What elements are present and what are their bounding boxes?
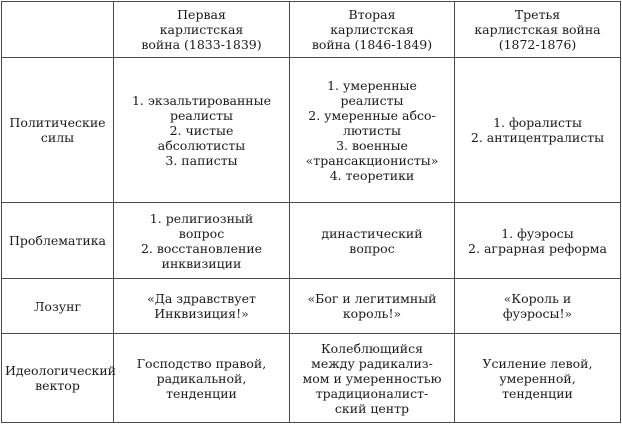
- cell-line: 2. аграрная реформа: [468, 240, 607, 256]
- label-line: Лозунг: [33, 298, 81, 314]
- cell-line: 2. чистые: [169, 122, 234, 138]
- cell-second-war-forces: [290, 58, 455, 203]
- cell-line: инквизиции: [161, 255, 242, 271]
- cell-line: вопрос: [178, 225, 225, 241]
- cell-line: вопрос: [349, 240, 395, 256]
- cell-line: реалисты: [340, 92, 404, 108]
- corner-cell: [2, 2, 114, 58]
- cell-line: «Бог и легитимный: [307, 291, 437, 306]
- cell-line: лютисты: [343, 122, 401, 138]
- cell-line: ский центр: [334, 400, 410, 416]
- cell-line: 2. восстановление: [140, 240, 263, 256]
- header-line: Вторая: [348, 7, 396, 22]
- row-label-problems: [2, 203, 114, 279]
- header-line: война (1846-1849): [311, 37, 433, 52]
- cell-first-war-slogan: [114, 279, 290, 334]
- cell-line: 1. умеренные: [327, 77, 417, 93]
- cell-line: Колеблющийся: [320, 340, 424, 356]
- cell-line: радикальной,: [156, 370, 247, 386]
- cell-line: умеренной,: [499, 370, 576, 386]
- cell-third-war-forces: [455, 58, 621, 203]
- label-line: Политические: [9, 115, 106, 130]
- cell-line: мом и умеренностью: [302, 370, 442, 386]
- header-line: карлистская: [159, 22, 244, 37]
- header-line: война (1833-1839): [141, 37, 262, 52]
- cell-third-war-slogan: [455, 279, 621, 334]
- header-line: Первая: [177, 7, 226, 22]
- cell-second-war-slogan: [290, 279, 455, 334]
- cell-line: между радикализ-: [311, 355, 433, 371]
- cell-second-war-problems: [290, 203, 455, 279]
- cell-second-war-vector: [290, 334, 455, 423]
- label-line: вектор: [35, 378, 80, 393]
- cell-line: тенденции: [502, 385, 573, 401]
- cell-first-war-problems: [114, 203, 290, 279]
- label-line: Проблематика: [9, 233, 106, 248]
- row-slogan: [2, 279, 621, 334]
- cell-line: 1. религиозный: [149, 210, 254, 226]
- cell-line: тенденции: [166, 385, 237, 401]
- cell-line: «трансакционисты»: [305, 152, 439, 168]
- header-second-war: [290, 2, 455, 58]
- cell-line: 2. умеренные абсо-: [308, 107, 436, 123]
- row-ideological-vector: [2, 334, 621, 423]
- header-line: карлистская война: [474, 22, 601, 37]
- row-label-slogan: [2, 279, 114, 334]
- cell-line: 4. теоретики: [329, 167, 415, 183]
- cell-line: традиционалист-: [315, 385, 429, 401]
- header-third-war: [455, 2, 621, 58]
- label-line: силы: [40, 130, 75, 145]
- header-line: (1872-1876): [498, 37, 577, 52]
- cell-third-war-problems: [455, 203, 621, 279]
- cell-line: «Король и: [503, 291, 572, 306]
- cell-line: король!»: [342, 306, 402, 321]
- header-line: Третья: [514, 7, 561, 22]
- cell-line: абсолютисты: [157, 137, 246, 153]
- header-row: [2, 2, 621, 58]
- cell-line: династический: [321, 225, 423, 241]
- cell-line: «Да здравствует: [147, 291, 256, 306]
- cell-line: 2. антицентралисты: [470, 130, 605, 145]
- cell-line: Усиление левой,: [482, 355, 593, 371]
- cell-line: Господство правой,: [136, 355, 267, 371]
- row-label-ideological-vector: [2, 334, 117, 423]
- label-line: Идеологический: [5, 363, 117, 378]
- cell-first-war-vector: [114, 334, 290, 423]
- header-line: карлистская: [330, 22, 414, 37]
- cell-third-war-vector: [455, 334, 621, 423]
- cell-line: 1. фуэросы: [501, 225, 574, 241]
- carlist-wars-table: [1, 1, 621, 423]
- cell-line: Инквизиция!»: [154, 306, 249, 321]
- cell-line: 3. паписты: [165, 152, 238, 168]
- cell-line: 1. экзальтированные: [131, 92, 271, 108]
- header-first-war: [114, 2, 290, 58]
- cell-line: 1. форалисты: [493, 115, 582, 130]
- cell-line: фуэросы!»: [502, 306, 573, 321]
- row-political-forces: [2, 58, 621, 203]
- cell-line: реалисты: [170, 107, 233, 123]
- cell-first-war-forces: [114, 58, 290, 203]
- row-problems: [2, 203, 621, 279]
- row-label-political-forces: [2, 58, 114, 203]
- cell-line: 3. военные: [336, 137, 408, 153]
